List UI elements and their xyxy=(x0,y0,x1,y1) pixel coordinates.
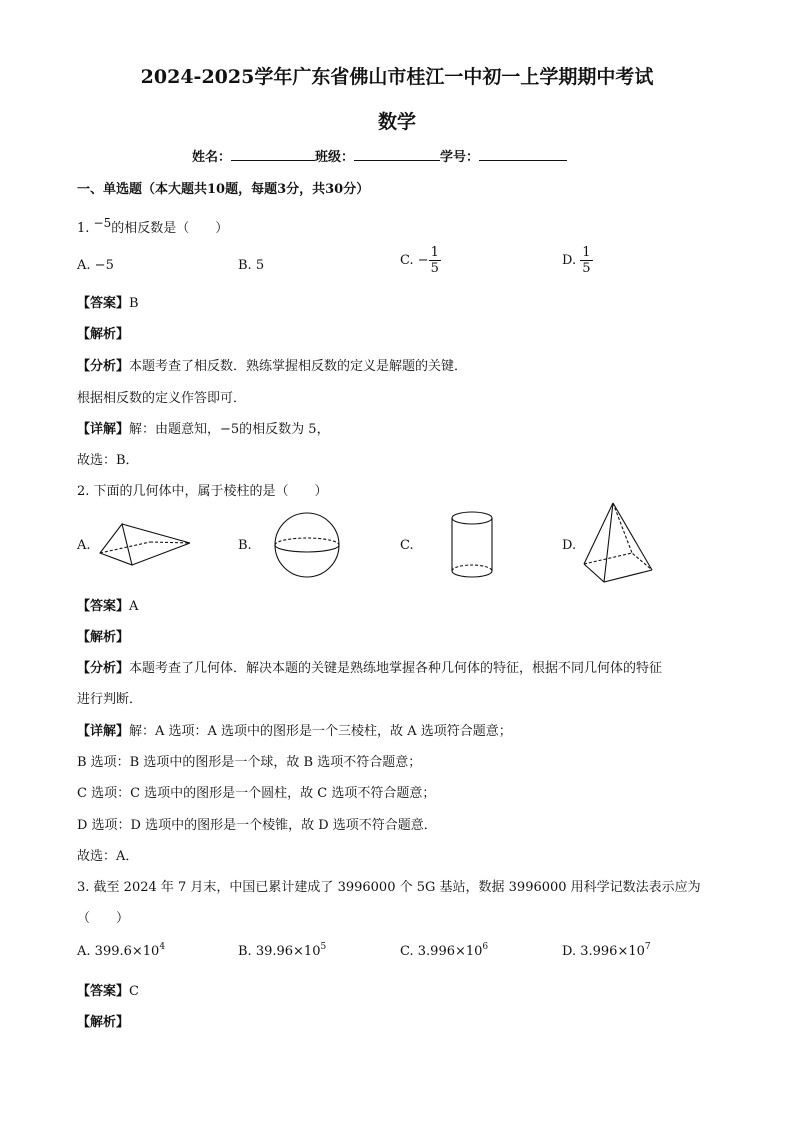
q2-option-b-label: B. xyxy=(238,538,252,553)
name-blank xyxy=(231,148,315,161)
q1-stem-text: 的相反数是（ ） xyxy=(111,221,229,236)
detail-tag: 【详解】 xyxy=(77,724,130,739)
option-base: 3.996×10 xyxy=(580,944,645,959)
option-label: C. xyxy=(400,253,414,268)
option-value: 5 xyxy=(255,258,265,273)
option-label: C. xyxy=(400,944,414,959)
id-blank xyxy=(479,148,567,161)
q3-answer xyxy=(77,980,139,999)
analysis-tag: 【分析】 xyxy=(77,661,130,676)
q3-stem-text: 截至 2024 年 7 月末，中国已累计建成了 3996000 个 5G 基站，数据 3996000 用科学记数法表示应为 xyxy=(93,880,701,895)
q1-detail xyxy=(77,418,330,437)
question-1-stem xyxy=(77,217,228,236)
option-label: A. xyxy=(77,258,91,273)
denominator: 5 xyxy=(430,261,439,276)
detail-text: 解：A 选项：A 选项中的图形是一个三棱柱，故 A 选项符合题意； xyxy=(129,724,512,739)
analysis-text: 本题考查了几何体．解决本题的关键是熟练地掌握各种几何体的特征，根据不同几何体的特征 xyxy=(129,661,663,676)
answer-tag: 【答案】 xyxy=(77,296,130,311)
q2-option-d-label: D. xyxy=(562,538,577,553)
option-label: B. xyxy=(238,944,252,959)
q2-analysis xyxy=(77,657,662,676)
option-exponent: 6 xyxy=(482,942,489,952)
page-title: 2024-2025学年广东省佛山市桂江一中初一上学期期中考试 xyxy=(140,66,654,88)
option-label: A. xyxy=(77,944,91,959)
q2-detail-3: C 选项：C 选项中的图形是一个圆柱，故 C 选项不符合题意； xyxy=(77,786,436,801)
answer-value: C xyxy=(129,984,139,999)
answer-value: B xyxy=(129,296,139,311)
question-number: 3. xyxy=(77,880,90,895)
option-label: B. xyxy=(238,258,252,273)
student-info-line xyxy=(192,146,567,165)
question-number: 2. xyxy=(77,484,90,499)
q2-detail-2: B 选项：B 选项中的图形是一个球，故 B 选项不符合题意； xyxy=(77,755,422,770)
analysis-text: 本题考查了相反数．熟练掌握相反数的定义是解题的关键． xyxy=(129,359,468,374)
q1-base-value: −5 xyxy=(93,216,112,230)
q3-option-d xyxy=(562,944,651,959)
triangular-prism-icon xyxy=(92,518,198,568)
q2-analysis-2: 进行判断． xyxy=(77,692,143,707)
q1-option-c xyxy=(400,245,441,276)
option-exponent: 5 xyxy=(320,942,327,952)
cylinder-icon xyxy=(450,510,494,580)
q2-detail-4: D 选项：D 选项中的图形是一个棱锥，故 D 选项不符合题意． xyxy=(77,818,437,833)
pyramid-icon xyxy=(580,500,656,586)
option-base: 39.96×10 xyxy=(255,944,321,959)
option-label: D. xyxy=(562,253,577,268)
question-number: 1. xyxy=(77,221,90,236)
q1-option-a xyxy=(77,258,114,273)
q1-analysis xyxy=(77,355,467,374)
question-2-stem xyxy=(77,480,328,499)
q3-option-a xyxy=(77,944,165,959)
q3-option-b xyxy=(238,944,326,959)
detail-tag: 【详解】 xyxy=(77,422,130,437)
q3-jiexi-tag: 【解析】 xyxy=(77,1015,130,1030)
q1-option-d xyxy=(562,245,593,276)
id-label: 学号： xyxy=(440,150,480,165)
q3-option-c xyxy=(400,944,488,959)
option-base: 399.6×10 xyxy=(94,944,160,959)
q3-answer-paren: （ ） xyxy=(77,911,130,926)
question-3-stem xyxy=(77,876,701,895)
analysis-tag: 【分析】 xyxy=(77,359,130,374)
q1-jiexi-tag: 【解析】 xyxy=(77,327,130,342)
subject-title: 数学 xyxy=(377,111,416,133)
fraction xyxy=(429,245,441,276)
option-base: 3.996×10 xyxy=(417,944,483,959)
q2-stem-text: 下面的几何体中，属于棱柱的是（ ） xyxy=(93,484,328,499)
answer-value: A xyxy=(129,599,139,614)
q2-detail xyxy=(77,720,512,739)
q1-analysis-2: 根据相反数的定义作答即可． xyxy=(77,391,247,406)
name-label: 姓名： xyxy=(192,150,232,165)
option-exponent: 4 xyxy=(159,942,166,952)
answer-tag: 【答案】 xyxy=(77,984,130,999)
minus-sign: − xyxy=(417,253,429,268)
denominator: 5 xyxy=(582,261,591,276)
q2-conclusion: 故选：A． xyxy=(77,849,139,864)
q2-option-a-label: A. xyxy=(77,538,91,553)
sphere-icon xyxy=(272,512,342,578)
option-value: −5 xyxy=(94,258,114,273)
q1-answer xyxy=(77,292,139,311)
q2-answer xyxy=(77,595,138,614)
q2-option-c-label: C. xyxy=(400,538,414,553)
answer-tag: 【答案】 xyxy=(77,599,130,614)
class-label: 班级： xyxy=(315,150,355,165)
option-exponent: 7 xyxy=(644,942,651,952)
q1-conclusion: 故选：B． xyxy=(77,453,139,468)
detail-text: 解：由题意知，−5的相反数为 5， xyxy=(129,422,330,437)
numerator: 1 xyxy=(430,245,439,260)
class-blank xyxy=(354,148,440,161)
section-heading: 一、单选题（本大题共10题，每题3分，共30分） xyxy=(77,182,370,197)
option-label: D. xyxy=(562,944,577,959)
fraction xyxy=(580,245,592,276)
q1-option-b xyxy=(238,258,264,273)
q2-jiexi-tag: 【解析】 xyxy=(77,630,130,645)
numerator: 1 xyxy=(582,245,591,260)
